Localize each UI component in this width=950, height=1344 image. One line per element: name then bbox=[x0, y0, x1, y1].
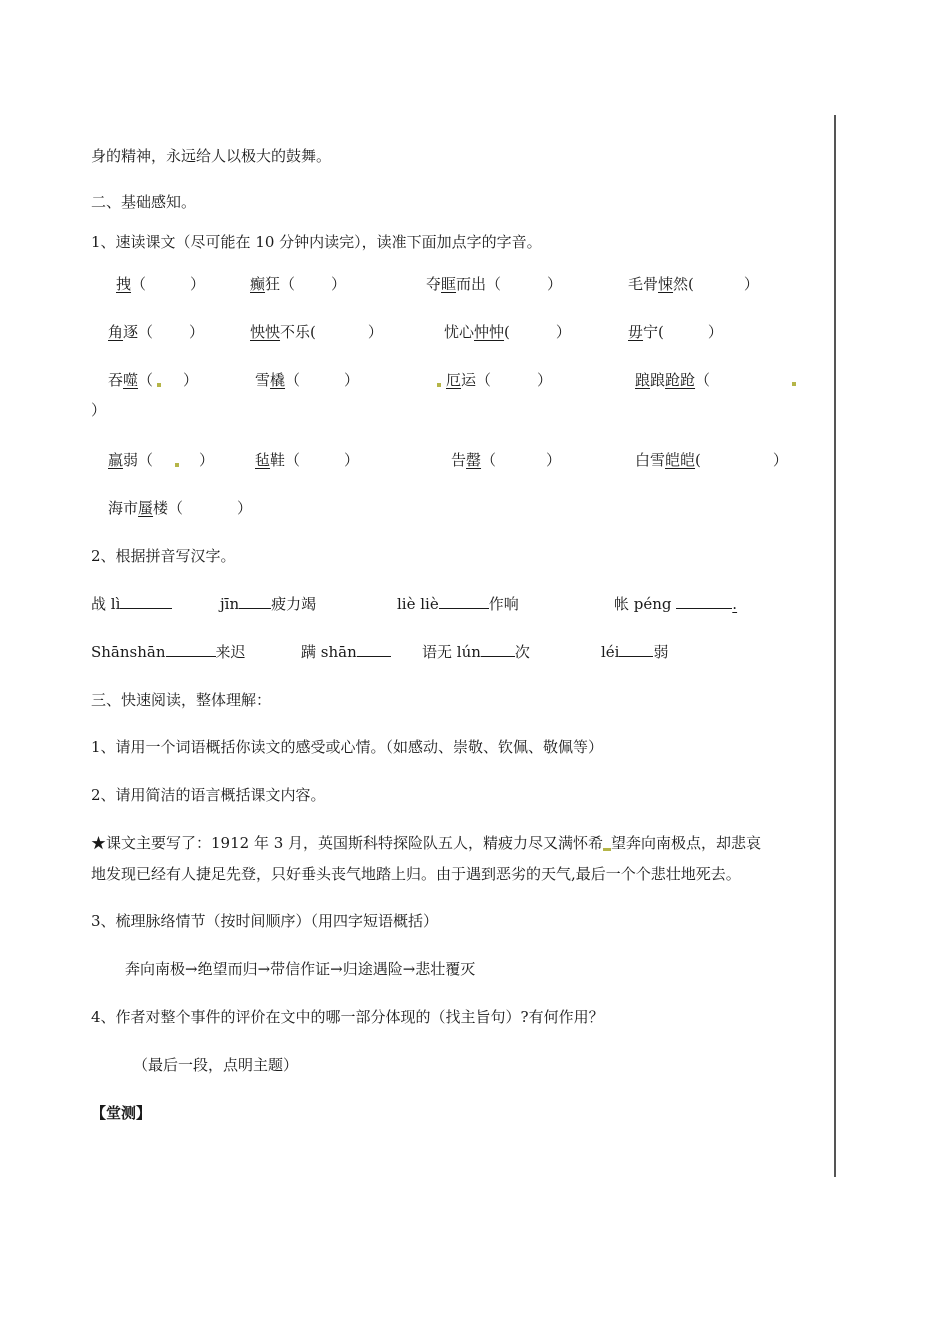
question-1: 1、速读课文（尽可能在 10 分钟内读完），读准下面加点字的字音。 bbox=[91, 233, 542, 251]
reading-question-4: 4、作者对整个事件的评价在文中的哪一部分体现的（找主旨句）?有何作用？ bbox=[91, 1008, 604, 1026]
dotted-char: 癫 bbox=[250, 275, 266, 293]
dotted-char: 噬 bbox=[123, 371, 139, 389]
phonetic-item: 毛骨悚然( ） bbox=[628, 275, 759, 293]
phonetic-item: 羸弱（ ） bbox=[108, 451, 215, 469]
dotted-char: 怏怏 bbox=[250, 323, 281, 341]
margin-rule bbox=[834, 115, 836, 1177]
answer-blank bbox=[439, 594, 489, 609]
pinyin-item: jīn 疲力竭 bbox=[220, 595, 317, 613]
answer-blank bbox=[239, 594, 271, 609]
phonetic-item: 海市蜃楼（ ） bbox=[108, 499, 253, 517]
dotted-char: 踉 bbox=[635, 371, 651, 389]
summary-line-2: 地发现已经有人捷足先登，只好垂头丧气地踏上归。由于遇到恶劣的天气,最后一个个悲壮地死去。 bbox=[91, 865, 741, 883]
phonetic-item: 夺眶而出（ ） bbox=[426, 275, 563, 293]
pinyin-item: 语无 lún 次 bbox=[422, 643, 530, 661]
dotted-char: 悚 bbox=[658, 275, 674, 293]
dotted-char: 忡忡 bbox=[474, 323, 505, 341]
dotted-char: 厄 bbox=[446, 371, 462, 389]
pinyin-item: Shānshān 来迟 bbox=[91, 643, 246, 661]
phonetic-item: 毋宁( ） bbox=[628, 323, 723, 341]
phonetic-item: 拽（ ） bbox=[116, 275, 206, 293]
plot-sequence: 奔向南极→绝望而归→带信作证→归途遇险→悲壮覆灭 bbox=[125, 960, 476, 978]
dot-mark bbox=[603, 848, 611, 851]
phonetic-item: 雪橇（ ） bbox=[255, 371, 360, 389]
pinyin-item: léi 弱 bbox=[601, 643, 669, 661]
answer-blank bbox=[357, 642, 391, 657]
phonetic-item: 毡鞋（ ） bbox=[255, 451, 360, 469]
pinyin-item: liè liè 作响 bbox=[397, 595, 519, 613]
reading-question-3: 3、梳理脉络情节（按时间顺序）（用四字短语概括） bbox=[91, 912, 439, 930]
answer-blank bbox=[676, 594, 732, 609]
phonetic-item: 角逐（ ） bbox=[108, 323, 205, 341]
dotted-char: 羸 bbox=[108, 451, 124, 469]
intro-tail: 身的精神，永远给人以极大的鼓舞。 bbox=[91, 147, 332, 165]
phonetic-item: 癫狂（ ） bbox=[250, 275, 347, 293]
phonetic-item: 忧心忡忡( ） bbox=[444, 323, 571, 341]
dotted-char: 跄跄 bbox=[665, 371, 696, 389]
phonetic-item: 怏怏不乐( ） bbox=[250, 323, 383, 341]
dotted-char: 橇 bbox=[270, 371, 286, 389]
answer-blank bbox=[481, 642, 515, 657]
dotted-char: 毡 bbox=[255, 451, 271, 469]
dot-mark bbox=[792, 382, 796, 386]
reading-question-2: 2、请用简洁的语言概括课文内容。 bbox=[91, 786, 326, 804]
classroom-test-title: 【堂测】 bbox=[91, 1104, 152, 1122]
pinyin-item: 蹒 shān bbox=[301, 642, 391, 662]
pinyin-item: 帐 péng . bbox=[614, 595, 738, 613]
dotted-char: 角 bbox=[108, 323, 124, 341]
phonetic-item: 厄运（ ） bbox=[437, 370, 552, 390]
summary-line-1: ★课文主要写了：1912 年 3 月，英国斯科特探险队五人，精疲力尽又满怀希 望奔向南极点，却悲哀 bbox=[91, 834, 762, 852]
dot-mark bbox=[175, 463, 179, 467]
question-2: 2、根据拼音写汉字。 bbox=[91, 547, 236, 565]
phonetic-item: 踉踉跄跄（ bbox=[635, 371, 711, 389]
answer-blank bbox=[166, 642, 216, 657]
dot-mark bbox=[157, 383, 161, 387]
dotted-char: 皑皑 bbox=[665, 451, 696, 469]
answer-blank bbox=[120, 594, 172, 609]
answer-4: （最后一段，点明主题） bbox=[133, 1056, 299, 1074]
phonetic-item: 吞噬（ ） bbox=[108, 371, 199, 389]
pinyin-item: 战 lì bbox=[91, 594, 172, 614]
dotted-char: 眶 bbox=[441, 275, 457, 293]
wrap-close: ） bbox=[91, 401, 107, 419]
phonetic-item: 告罄（ ） bbox=[451, 451, 562, 469]
dotted-char: 罄 bbox=[466, 451, 482, 469]
phonetic-item: 白雪皑皑( ） bbox=[635, 451, 788, 469]
dotted-char: 蜃 bbox=[138, 499, 154, 517]
dot-mark bbox=[437, 383, 441, 387]
reading-question-1: 1、请用一个词语概括你读文的感受或心情。（如感动、崇敬、钦佩、敬佩等） bbox=[91, 738, 604, 756]
answer-blank bbox=[619, 642, 653, 657]
dotted-char: 毋 bbox=[628, 323, 644, 341]
dotted-char: 拽 bbox=[116, 275, 132, 293]
section-2-title: 二、基础感知。 bbox=[91, 193, 197, 211]
section-3-title: 三、快速阅读，整体理解： bbox=[91, 691, 272, 709]
